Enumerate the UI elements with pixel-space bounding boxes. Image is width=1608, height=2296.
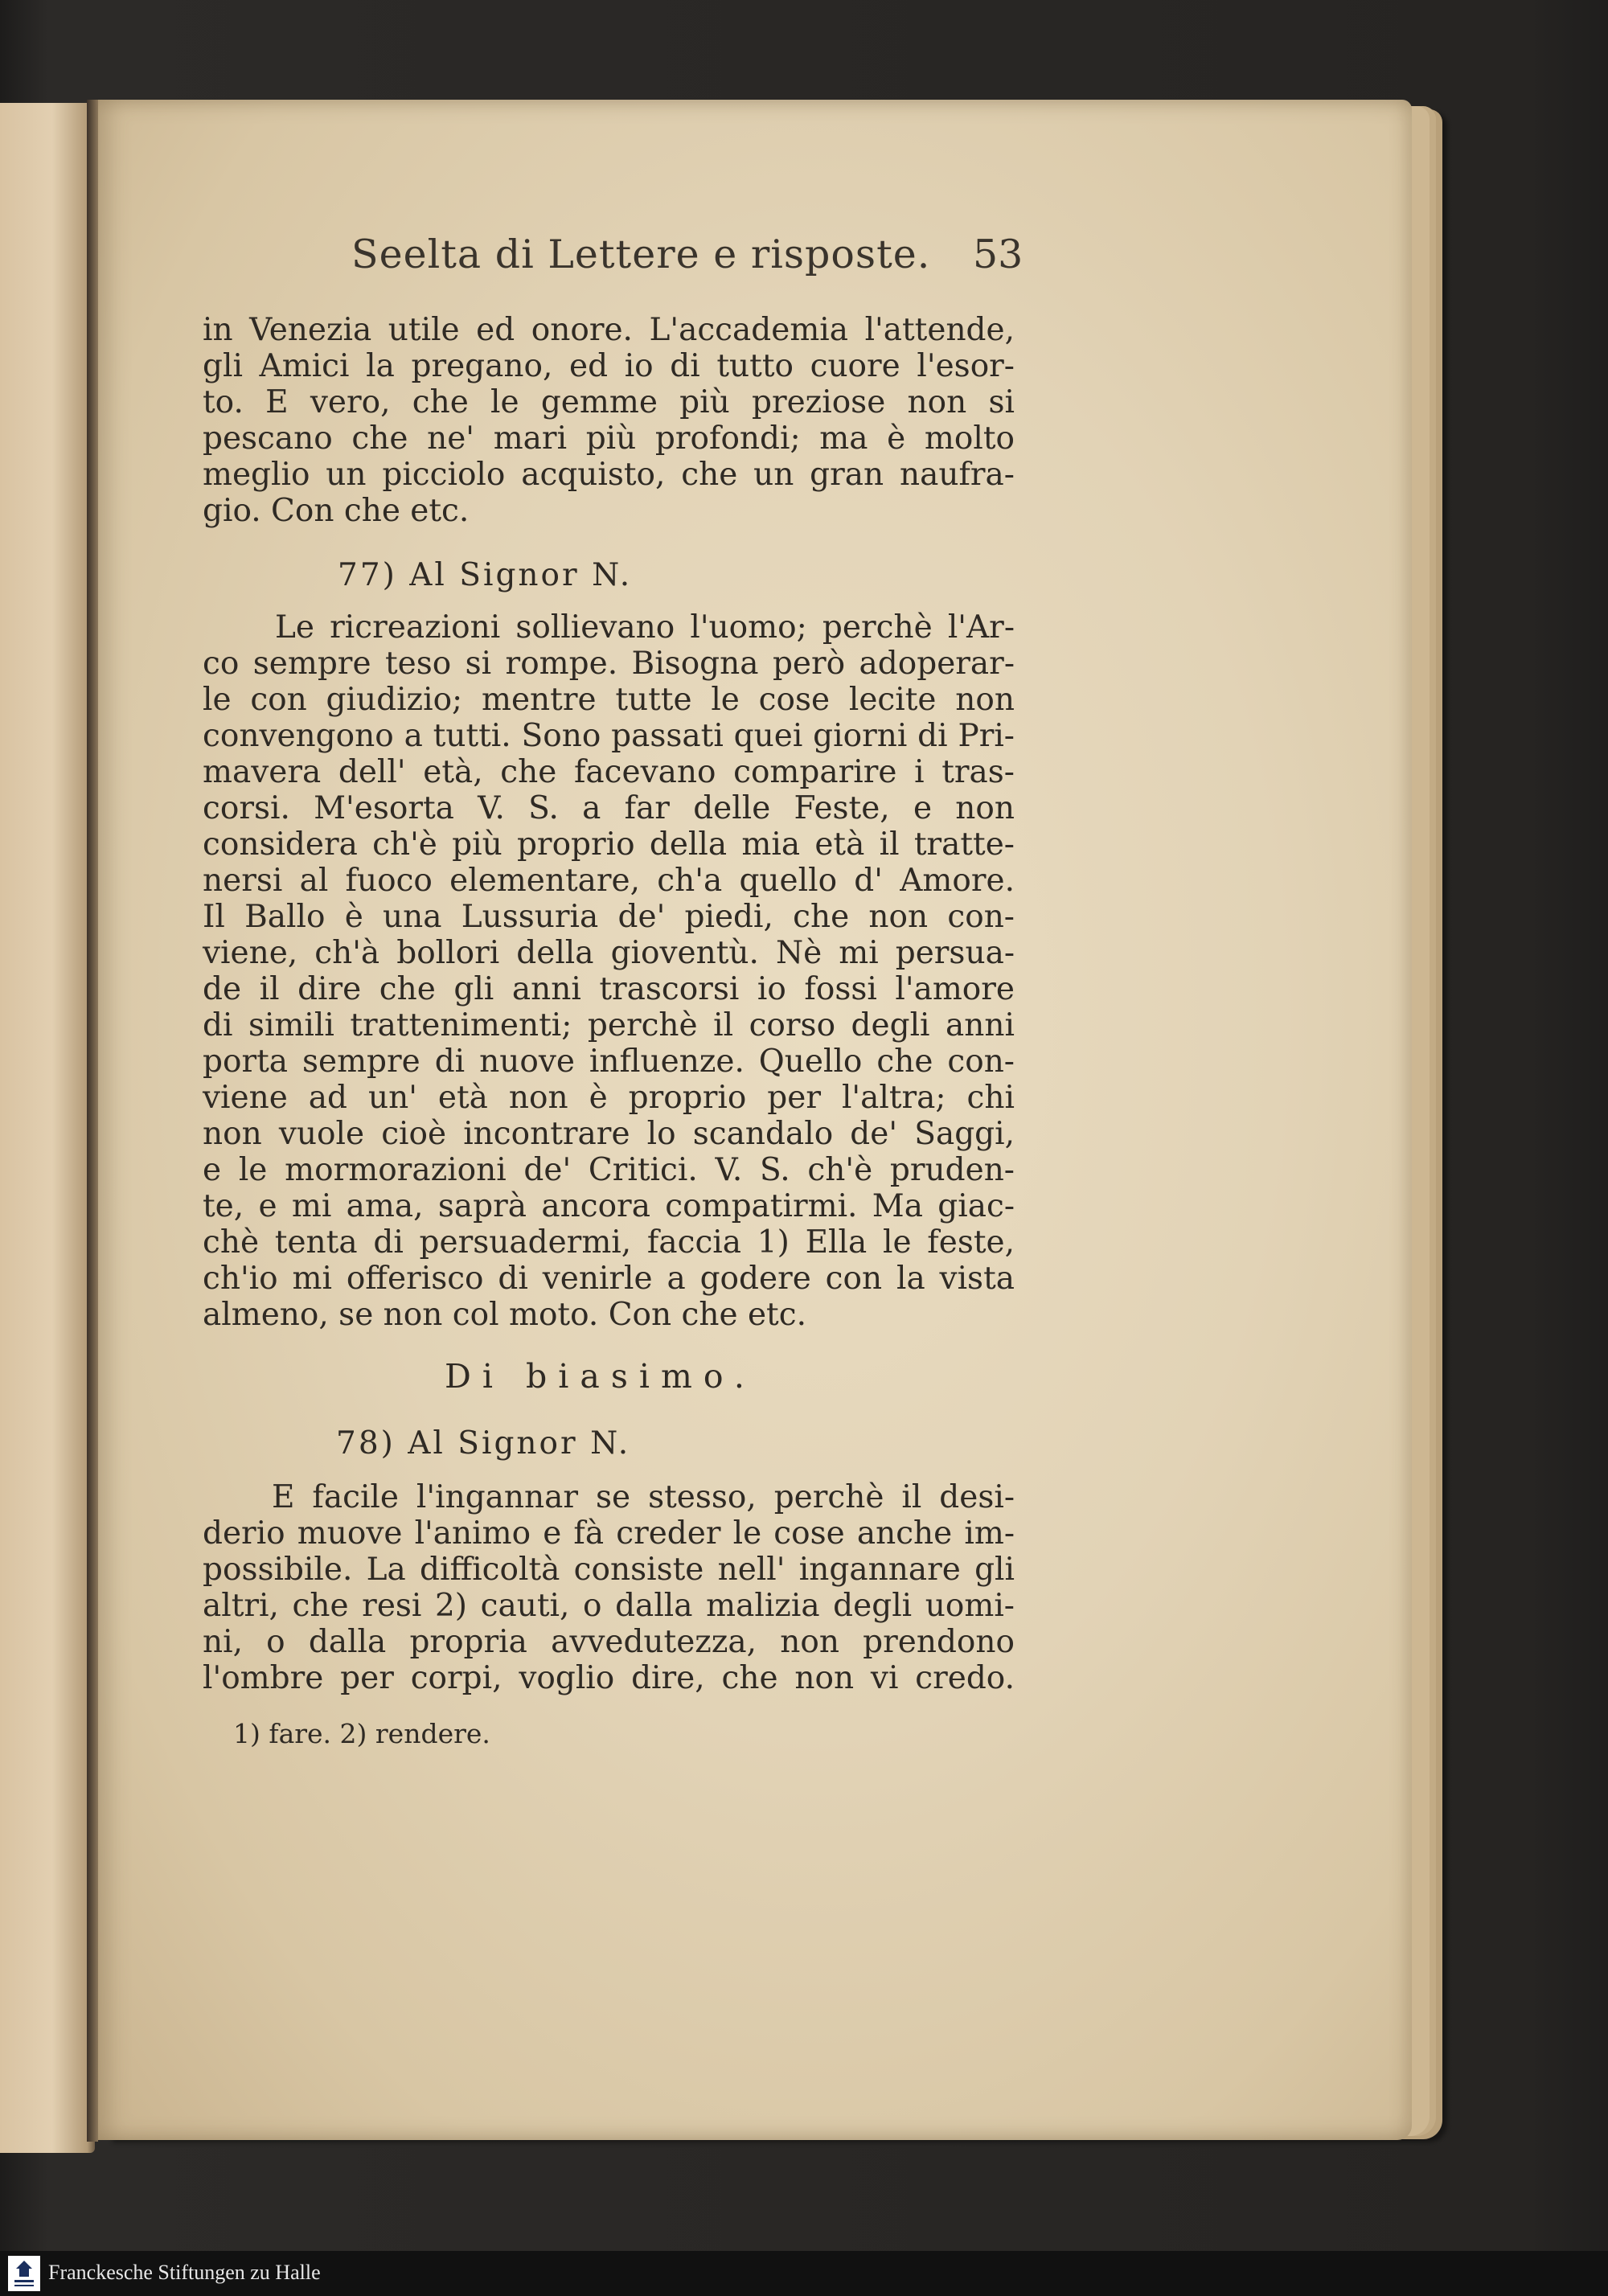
text-line: derio muove l'animo e fà creder le cose anche im- [203,1515,1015,1552]
text-line: di simili trattenimenti; perchè il corso degli anni [203,1007,1015,1043]
text-line: non vuole cioè incontrare lo scandalo de' Saggi, [203,1116,1015,1152]
text-line: to. E vero, che le gemme più preziose non si [203,384,1015,420]
text-line: Il Ballo è una Lussuria de' piedi, che non con- [203,899,1015,935]
text-line: ch'io mi offerisco di venirle a godere con la vista [203,1261,1015,1297]
text-line: de il dire che gli anni trascorsi io fossi l'amore [203,971,1015,1007]
text-line: altri, che resi 2) cauti, o dalla malizia degli uomi- [203,1588,1015,1624]
text-line: in Venezia utile ed onore. L'accademia l'attende, [203,312,1015,348]
text-line: viene, ch'à bollori della gioventù. Nè mi persua- [203,935,1015,971]
text-line: le con giudizio; mentre tutte le cose lecite non [203,682,1015,718]
footer-bar [0,2251,1608,2296]
text-line: chè tenta di persuadermi, faccia 1) Ella le feste, [203,1224,1015,1261]
running-head: Seelta di Lettere e risposte. [351,232,931,277]
text-line: gio. Con che etc. [203,493,470,529]
text-line: viene ad un' età non è proprio per l'altra; chi [203,1080,1015,1116]
text-line: gli Amici la pregano, ed io di tutto cuore l'esor- [203,348,1015,384]
text-line: possibile. La difficoltà consiste nell' ingannare gli [203,1552,1015,1588]
text-line: nersi al fuoco elementare, ch'a quello d' Amore. [203,863,1015,899]
section-title: Di biasimo. [445,1357,756,1396]
text-line: corsi. M'esorta V. S. a far delle Feste, e non [203,790,1015,826]
text-line: ni, o dalla propria avvedutezza, non prendono [203,1624,1015,1660]
text-line: meglio un picciolo acquisto, che un gran naufra- [203,457,1015,493]
text-line: mavera dell' età, che facevano comparire i tras- [203,754,1015,790]
text-line: te, e mi ama, saprà ancora compatirmi. Ma giac- [203,1188,1015,1224]
letter-heading-77: 77) Al Signor N. [338,557,633,593]
text-line: e le mormorazioni de' Critici. V. S. ch'è pruden- [203,1152,1015,1188]
text-line: porta sempre di nuove influenze. Quello che con- [203,1043,1015,1080]
text-line: co sempre teso si rompe. Bisogna però adoperar- [203,646,1015,682]
text-line: Le ricreazioni sollievano l'uomo; perchè l'Ar- [275,609,1015,646]
footnote: 1) fare. 2) rendere. [233,1718,490,1749]
text-line: l'ombre per corpi, voglio dire, che non vi credo. [203,1660,1015,1696]
page-number: 53 [973,232,1023,277]
institution-logo-icon [8,2256,40,2291]
institution-name: Franckesche Stiftungen zu Halle [48,2261,321,2284]
text-line: E facile l'ingannar se stesso, perchè il desi- [272,1479,1015,1515]
text-line: almeno, se non col moto. Con che etc. [203,1297,806,1333]
text-line: convengono a tutti. Sono passati quei giorni di Pri- [203,718,1015,754]
text-line: pescano che ne' mari più profondi; ma è molto [203,420,1015,457]
text-line: considera ch'è più proprio della mia età il tratte- [203,826,1015,863]
letter-heading-78: 78) Al Signor N. [336,1425,631,1462]
